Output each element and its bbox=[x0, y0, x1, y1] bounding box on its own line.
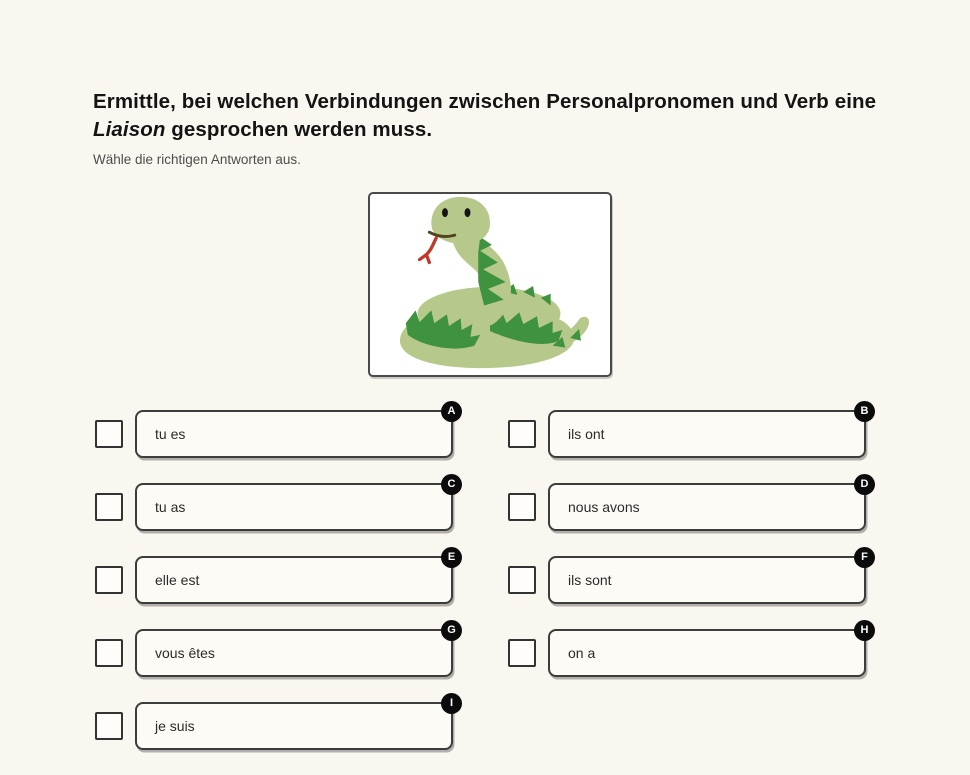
option-box[interactable] bbox=[548, 405, 869, 458]
title-italic-term: Liaison bbox=[93, 118, 166, 141]
answer-option[interactable] bbox=[95, 478, 456, 531]
option-checkbox[interactable] bbox=[508, 420, 536, 448]
title-text-end: gesprochen werden muss. bbox=[165, 118, 433, 141]
options-column-right bbox=[508, 405, 869, 702]
option-letter-badge: A bbox=[441, 401, 462, 422]
option-label: tu as bbox=[155, 499, 186, 515]
option-letter-badge: G bbox=[441, 620, 462, 641]
answer-option[interactable] bbox=[508, 551, 868, 604]
answer-option[interactable] bbox=[95, 697, 454, 750]
option-label: je suis bbox=[155, 718, 195, 734]
option-box[interactable] bbox=[135, 478, 456, 531]
option-box[interactable] bbox=[135, 405, 456, 458]
option-checkbox[interactable] bbox=[508, 639, 536, 667]
answer-option[interactable] bbox=[95, 551, 456, 604]
option-letter-badge: C bbox=[441, 474, 462, 495]
answer-option[interactable] bbox=[508, 624, 869, 677]
option-letter-badge: H bbox=[854, 620, 875, 641]
option-checkbox[interactable] bbox=[95, 639, 123, 667]
option-label: on a bbox=[568, 645, 596, 661]
exercise-instruction: Wähle die richtigen Antworten aus. bbox=[93, 152, 301, 167]
snake-illustration bbox=[370, 194, 610, 375]
option-checkbox[interactable] bbox=[508, 493, 536, 521]
option-checkbox[interactable] bbox=[95, 420, 123, 448]
title-text: Ermittle, bei welchen Verbindungen zwischen Personalpronomen und Verb eine bbox=[93, 90, 877, 113]
option-letter-badge: F bbox=[854, 547, 875, 568]
option-box[interactable] bbox=[135, 624, 456, 677]
option-label: elle est bbox=[155, 572, 200, 588]
option-checkbox[interactable] bbox=[95, 493, 123, 521]
options-column-left bbox=[95, 405, 456, 775]
answer-option[interactable] bbox=[508, 478, 869, 531]
option-box[interactable] bbox=[135, 551, 456, 604]
answer-option[interactable] bbox=[95, 624, 456, 677]
option-label: nous avons bbox=[568, 499, 640, 515]
option-letter-badge: E bbox=[441, 547, 462, 568]
option-box[interactable] bbox=[548, 624, 869, 677]
option-checkbox[interactable] bbox=[95, 566, 123, 594]
option-label: vous êtes bbox=[155, 645, 215, 661]
option-letter-badge: D bbox=[854, 474, 875, 495]
exercise-title bbox=[93, 88, 883, 144]
option-box[interactable] bbox=[548, 478, 869, 531]
option-label: ils sont bbox=[568, 572, 612, 588]
option-box[interactable] bbox=[135, 697, 454, 750]
option-box[interactable] bbox=[548, 551, 868, 604]
answer-option[interactable] bbox=[95, 405, 456, 458]
exercise-image-frame bbox=[368, 192, 612, 377]
option-checkbox[interactable] bbox=[508, 566, 536, 594]
option-letter-badge: I bbox=[441, 693, 462, 714]
option-checkbox[interactable] bbox=[95, 712, 123, 740]
answer-option[interactable] bbox=[508, 405, 869, 458]
option-letter-badge: B bbox=[854, 401, 875, 422]
option-label: tu es bbox=[155, 426, 186, 442]
option-label: ils ont bbox=[568, 426, 605, 442]
